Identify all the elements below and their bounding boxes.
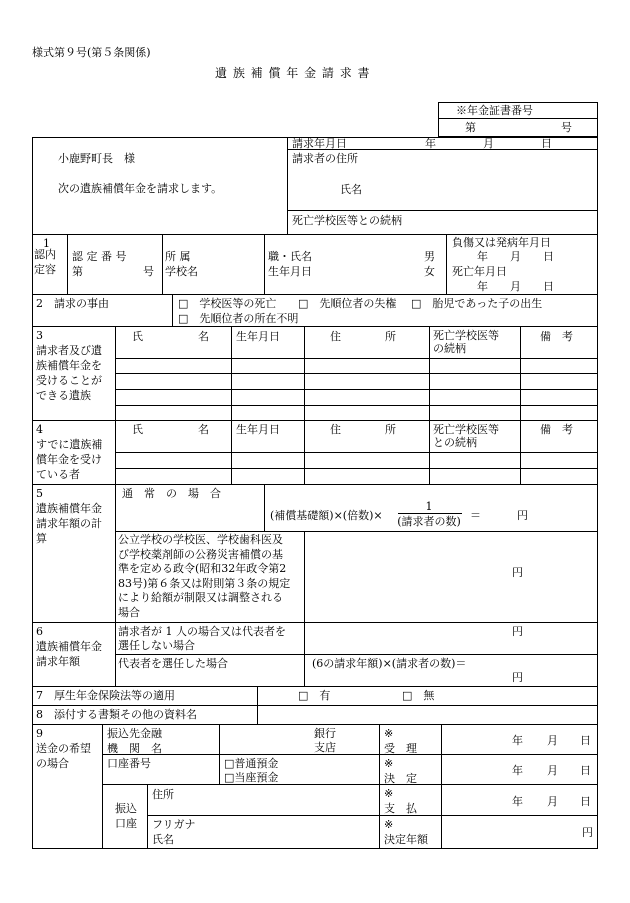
account-type-ordinary[interactable]: □普通預金 [224, 757, 279, 770]
branch-suffix: 支店 [314, 741, 336, 754]
divider [115, 389, 598, 390]
formula-left: (補償基礎額)×(倍数)× [270, 509, 383, 522]
reason-option-birth[interactable]: □ 胎児であった子の出生 [411, 297, 543, 310]
decided-amount-label: ※ 決定年額 [384, 818, 428, 846]
payment-year: 年 [512, 795, 523, 808]
receipt-day: 日 [580, 734, 591, 747]
s6-label: 6 遺族補償年金 請求年額 [36, 625, 102, 668]
divider [102, 724, 103, 849]
normal-case-yen: 円 [517, 509, 528, 522]
divider [115, 358, 598, 359]
divider [147, 815, 598, 816]
divider [32, 705, 598, 706]
bank-label: 振込先金融 機 関 名 [107, 727, 162, 755]
death-date-ymd: 年 月 日 [477, 280, 554, 293]
applicant-address-label: 請求者の住所 [292, 152, 358, 165]
divider [304, 531, 305, 622]
s6-case2-yen: 円 [512, 671, 523, 684]
s4-label: 4 すでに遺族補 償年金を受け ている者 [36, 423, 103, 481]
receipt-month: 月 [547, 734, 558, 747]
formula-denominator: (請求者の数) [397, 515, 461, 528]
divider [67, 234, 68, 294]
s1-label: 認内 定容 [34, 248, 56, 276]
school-name-label: 学校名 [165, 265, 198, 278]
payment-month: 月 [547, 795, 558, 808]
divider [264, 484, 265, 531]
pension-yes-option[interactable]: □ 有 [298, 689, 331, 702]
divider [115, 468, 598, 469]
divider [287, 210, 598, 211]
account-type-checking[interactable]: □当座預金 [224, 771, 279, 784]
s4-col-name: 氏 名 [132, 423, 209, 436]
divider [264, 234, 265, 294]
s3-col-address: 住 所 [330, 330, 396, 343]
s1-number: 1 [43, 237, 50, 250]
divider [287, 137, 288, 234]
decision-year: 年 [512, 764, 523, 777]
reason-option-forfeit[interactable]: □ 先順位者の失権 [298, 297, 397, 310]
s3-col-name: 氏 名 [132, 330, 209, 343]
request-date-label: 請求年月日 [292, 137, 347, 150]
divider [441, 724, 442, 849]
addressee: 小鹿野町長 様 [58, 152, 135, 165]
divider [446, 234, 447, 294]
divider [162, 234, 163, 294]
divider [32, 686, 598, 687]
transfer-account-label: 振込 口座 [115, 802, 137, 830]
payment-day: 日 [580, 795, 591, 808]
reason-option-missing[interactable]: □ 先順位者の所在不明 [178, 312, 299, 325]
receipt-label: ※ 受 理 [384, 727, 417, 755]
s9-label: 9 送金の希望 の場合 [36, 727, 91, 770]
s3-label: 3 請求者及び遺 族補償年金を 受けることが できる遺族 [36, 329, 102, 402]
injury-date-ymd: 年 月 日 [477, 250, 554, 263]
formula-equals: ＝ [470, 509, 481, 522]
divider [32, 234, 598, 235]
account-number-label: 口座番号 [107, 757, 151, 770]
cert-no-label: 認 定 番 号 [72, 250, 127, 263]
form-number: 様式第９号(第５条関係) [32, 46, 151, 59]
decided-amount-yen: 円 [582, 826, 593, 839]
divider [32, 484, 598, 485]
s2-label: 2 請求の事由 [36, 297, 109, 310]
s4-col-note: 備 考 [540, 423, 573, 436]
divider [257, 686, 258, 705]
special-case-text: 公立学校の学校医、学校歯科医及 び学校薬剤師の公務災害補償の基 準を定める政令(昭和32年政令第2 83号)第６条又は附則第３条の規定 により給額が制限又は調整される 場合 [118, 533, 291, 619]
normal-case-label: 通 常 の 場 合 [122, 487, 221, 500]
divider [32, 326, 598, 327]
affiliation-label: 所 属 [165, 250, 191, 263]
cert-dai: 第 [465, 121, 476, 134]
death-date-label: 死亡年月日 [452, 265, 507, 278]
s3-col-note: 備 考 [540, 330, 573, 343]
divider [115, 484, 116, 622]
receipt-year: 年 [512, 734, 523, 747]
divider [115, 654, 598, 655]
s3-col-relation: 死亡学校医等 の続柄 [433, 329, 499, 355]
divider [102, 784, 598, 785]
pension-no-option[interactable]: □ 無 [402, 689, 435, 702]
decision-day: 日 [580, 764, 591, 777]
divider [379, 724, 380, 849]
request-day: 日 [541, 137, 552, 150]
birth-date-label: 生年月日 [268, 265, 312, 278]
s4-col-address: 住 所 [330, 423, 396, 436]
bank-suffix: 銀行 [314, 727, 336, 740]
s6-formula: (6の請求年額)×(請求者の数)＝ [312, 657, 467, 670]
divider [115, 452, 598, 453]
divider [32, 420, 598, 421]
s7-label: 7 厚生年金保険法等の適用 [36, 689, 175, 702]
payment-label: ※ 支 払 [384, 787, 417, 815]
female-label: 女 [424, 265, 435, 278]
relation-label: 死亡学校医等との続柄 [292, 214, 402, 227]
request-year: 年 [425, 137, 436, 150]
page-title: 遺 族 補 償 年 金 請 求 書 [215, 66, 371, 80]
reason-option-death[interactable]: □ 学校医等の死亡 [178, 297, 277, 310]
decision-month: 月 [547, 764, 558, 777]
male-label: 男 [424, 250, 435, 263]
fraction-bar [398, 513, 462, 514]
job-name-label: 職・氏名 [268, 250, 312, 263]
s6-case1-yen: 円 [512, 625, 523, 638]
divider [172, 294, 173, 326]
account-address-label: 住所 [152, 788, 174, 801]
formula-numerator: 1 [425, 500, 433, 513]
divider [115, 531, 598, 532]
representative-case: 代表者を選任した場合 [118, 657, 228, 670]
s4-col-birth: 生年月日 [236, 423, 280, 436]
account-furigana-label: フリガナ 氏名 [152, 818, 196, 846]
s3-col-birth: 生年月日 [236, 330, 280, 343]
divider [147, 784, 148, 849]
special-case-yen: 円 [512, 566, 523, 579]
cert-no-dai: 第 [72, 265, 83, 278]
divider [102, 754, 598, 755]
cert-no-go: 号 [143, 265, 154, 278]
s4-col-relation: 死亡学校医等 との続柄 [433, 423, 499, 449]
single-applicant-case: 請求者が 1 人の場合又は代表者を 選任しない場合 [118, 625, 286, 652]
request-month: 月 [483, 137, 494, 150]
divider [32, 294, 598, 295]
s5-label: 5 遺族補償年金 請求年額の計 算 [36, 487, 102, 545]
divider [438, 118, 598, 119]
divider [115, 405, 598, 406]
divider [115, 373, 598, 374]
divider [32, 724, 598, 725]
injury-date-label: 負傷又は発病年月日 [452, 236, 551, 249]
applicant-name-label: 氏名 [340, 183, 362, 196]
divider [257, 705, 258, 724]
request-statement: 次の遺族補償年金を請求します。 [58, 182, 223, 195]
decision-label: ※ 決 定 [384, 757, 417, 785]
divider [32, 622, 598, 623]
cert-number-label: ※年金証書番号 [456, 104, 533, 117]
cert-go: 号 [561, 121, 572, 134]
s8-label: 8 添付する書類その他の資料名 [36, 708, 197, 721]
